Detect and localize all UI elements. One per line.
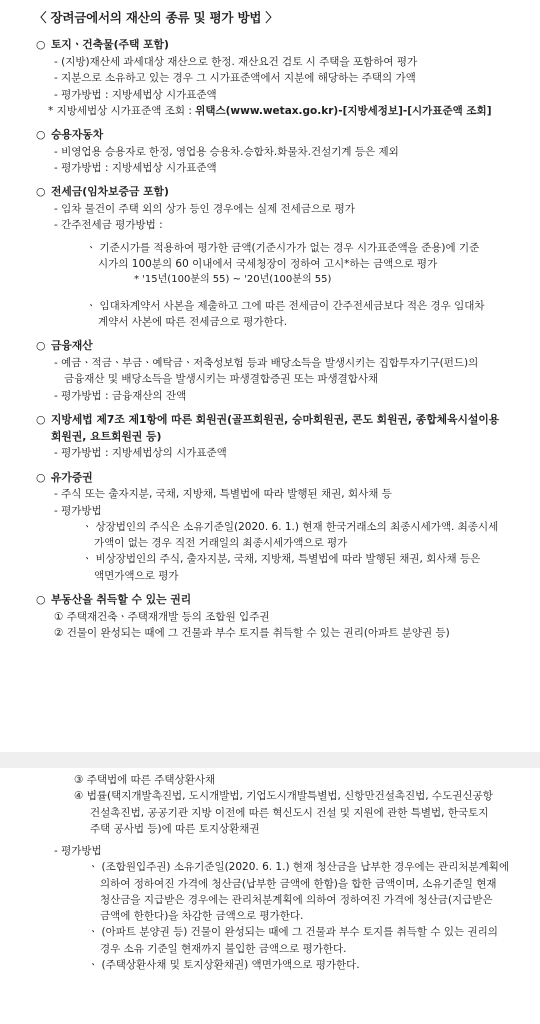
section-rights — [24, 592, 528, 641]
reference-note: * 지방세법상 시가표준액 조회 : 위택스(www.wetax.go.kr)-[지방세정보]-[시가표준액 조회] — [48, 104, 492, 117]
section-heading-cont: 회원권, 요트회원권 등) — [51, 429, 162, 443]
text-line: ㆍ 비상장법인의 주식, 출자지분, 국채, 지방채, 특별법에 따라 발행된 채권, 회사채 등은 — [82, 553, 481, 566]
text-line: - 평가방법 : 지방세법상의 시가표준액 — [54, 447, 227, 460]
text-line: 의하여 정하여진 가격에 청산금(납부한 금액에 한함)을 합한 금액이며, 소유기준일 현재 — [100, 877, 497, 890]
text-line: - 비영업용 승용자로 한정, 영업용 승용차.승합차.화물차.건설기계 등은 제외 — [54, 145, 399, 158]
circle-bullet-icon: ○ — [36, 38, 46, 52]
section-securities — [24, 470, 528, 584]
text-line: - 간주전세금 평가방법 : — [54, 219, 163, 232]
section-heading: ○ 부동산을 취득할 수 있는 권리 — [36, 592, 528, 609]
text-line: - 평가방법 — [54, 845, 102, 858]
circle-bullet-icon: ○ — [36, 128, 46, 142]
section-jeonse — [24, 184, 528, 330]
text-line: - (지방)재산세 과세대상 재산으로 한정. 재산요건 검토 시 주택을 포함하여 평가 — [54, 56, 418, 69]
text-line: ㆍ (조합원입주권) 소유기준일(2020. 6. 1.) 현재 청산금을 납부한 경우에는 관리처분계획에 — [88, 861, 510, 874]
text-line: - 평가방법 : 지방세법상 시가표준액 — [54, 162, 217, 175]
section-heading: ○ 유가증권 — [36, 470, 528, 487]
text-line: - 임차 물건이 주택 외의 상가 등인 경우에는 실제 전세금으로 평가 — [54, 203, 355, 216]
text-line: 시가의 100분의 60 이내에서 국세청장이 정하여 고시*하는 금액으로 평가 — [98, 257, 438, 270]
section-car — [24, 127, 528, 176]
text-line: - 평가방법 : 지방세법상 시가표준액 — [54, 88, 217, 101]
text-line: 액면가액으로 평가 — [94, 569, 179, 582]
text-line: - 평가방법 : 금융재산의 잔액 — [54, 389, 187, 402]
page-divider — [0, 752, 540, 768]
text-line: 가액이 없는 경우 직전 거래일의 최종시세가액으로 평가 — [94, 537, 348, 550]
text-line: - 예금ㆍ적금ㆍ부금ㆍ예탁금ㆍ저축성보험 등과 배당소득을 발생시키는 집합투자기구(펀드)의 — [54, 357, 479, 369]
text-line: ㆍ 상장법인의 주식은 소유기준일(2020. 6. 1.) 현재 한국거래소의 최종시세가액. 최종시세 — [82, 520, 499, 533]
numbered-item: ② 건물이 완성되는 때에 그 건물과 부수 토지를 취득할 수 있는 권리(아파트 분양권 등) — [54, 626, 450, 639]
numbered-item: ④ 법률(택지개발촉진법, 도시개발법, 기업도시개발특별법, 신항만건설촉진법, 수도권신공항 — [74, 790, 493, 803]
text-line: 금융재산 및 배당소득을 발생시키는 파생결합증권 또는 파생결합사채 — [64, 373, 379, 386]
text-line: ㆍ (아파트 분양권 등) 건물이 완성되는 때에 그 건물과 부수 토지를 취득할 수 있는 권리의 — [88, 926, 498, 939]
page-title: 〈 장려금에서의 재산의 종류 및 평가 방법 〉 — [34, 10, 278, 25]
section-heading: ○ 승용자동차 — [36, 127, 528, 144]
text-line: - 주식 또는 출자지분, 국채, 지방채, 특별법에 따라 발행된 채권, 회사채 등 — [54, 488, 392, 501]
text-line: - 지분으로 소유하고 있는 경우 그 시가표준액에서 지분에 해당하는 주택의 가액 — [54, 72, 416, 85]
document-page-2 — [0, 768, 540, 1024]
wetax-link-text: 위택스(www.wetax.go.kr)-[지방세정보]-[시가표준액 조회] — [195, 104, 492, 117]
section-land — [24, 37, 528, 119]
circle-bullet-icon: ○ — [36, 412, 46, 426]
section-finance — [24, 338, 528, 404]
numbered-item: ③ 주택법에 따른 주택상환사채 — [74, 774, 216, 786]
text-line: 계약서 사본에 따른 전세금으로 평가한다. — [98, 316, 288, 328]
text-line: - 평가방법 — [54, 504, 102, 517]
circle-bullet-icon: ○ — [36, 470, 46, 484]
section-heading: ○ 전세금(임차보증금 포함) — [36, 184, 528, 201]
text-line: 주택 공사법 등)에 따른 토지상환채권 — [90, 822, 260, 835]
section-heading: ○ 지방세법 제7조 제1항에 따른 회원권(골프회원권, 승마회원권, 콘도 회원권, 종합체육시설이용 — [36, 412, 528, 429]
section-heading: ○ 토지ㆍ건축물(주택 포함) — [36, 37, 528, 54]
text-line: 경우 소유 기준일 현재까지 불입한 금액으로 평가한다. — [100, 942, 347, 955]
circle-bullet-icon: ○ — [36, 592, 46, 606]
text-line: 건설촉진법, 공공기관 지방 이전에 따른 혁신도시 건설 및 지원에 관한 특별법, 한국토지 — [90, 806, 489, 819]
section-membership — [24, 412, 528, 462]
circle-bullet-icon: ○ — [36, 339, 46, 353]
text-line: ㆍ 기준시가를 적용하여 평가한 금액(기준시가가 없는 경우 시가표준액을 준용)에 기준 — [86, 241, 480, 254]
footnote: * '15년(100분의 55) ~ '20년(100분의 55) — [134, 274, 332, 286]
text-line: ㆍ 임대차계약서 사본을 제출하고 그에 따른 전세금이 간주전세금보다 적은 경우 임대차 — [86, 299, 485, 312]
numbered-item: ① 주택재건축ㆍ주택재개발 등의 조합원 입주권 — [54, 610, 270, 623]
text-line: 청산금을 지급받은 경우에는 관리처분계획에 의하여 정하여진 가격에 청산금(지급받은 — [100, 893, 493, 906]
text-line: 금액에 한한다)을 차감한 금액으로 평가한다. — [100, 910, 304, 923]
section-heading: ○ 금융재산 — [36, 338, 528, 355]
text-line: ㆍ (주택상환사채 및 토지상환채권) 액면가액으로 평가한다. — [88, 958, 360, 971]
circle-bullet-icon: ○ — [36, 185, 46, 199]
